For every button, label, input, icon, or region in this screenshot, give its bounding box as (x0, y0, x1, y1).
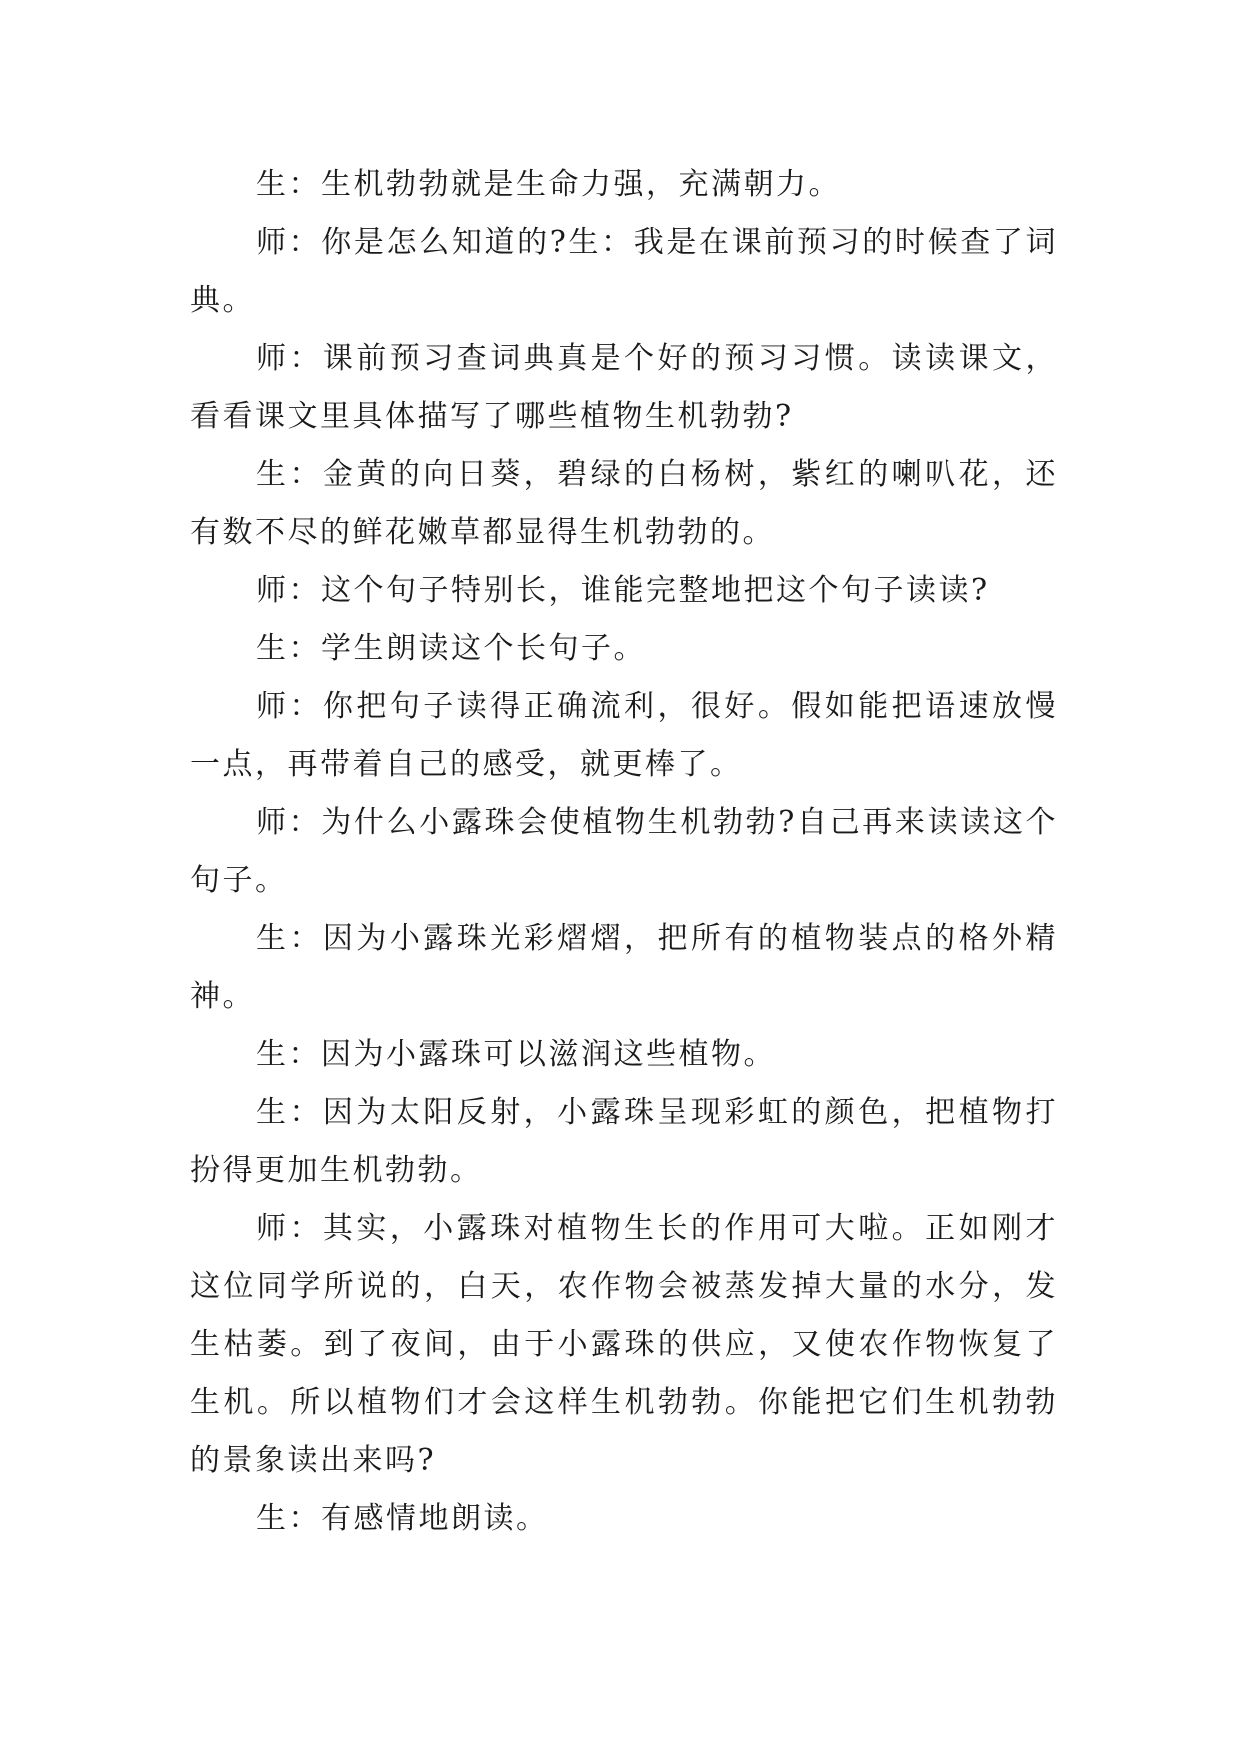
paragraph: 生：金黄的向日葵，碧绿的白杨树，紫红的喇叭花，还有数不尽的鲜花嫩草都显得生机勃勃的。 (190, 457, 1058, 550)
paragraph: 生：因为小露珠光彩熠熠，把所有的植物装点的格外精神。 (190, 921, 1058, 1014)
paragraph: 师：为什么小露珠会使植物生机勃勃?自己再来读读这个句子。 (190, 805, 1058, 898)
paragraph: 生：有感情地朗读。 (256, 1501, 549, 1536)
paragraph: 生：因为小露珠可以滋润这些植物。 (256, 1037, 776, 1072)
paragraph: 师：这个句子特别长，谁能完整地把这个句子读读? (256, 573, 990, 608)
paragraph: 师：其实，小露珠对植物生长的作用可大啦。正如刚才这位同学所说的，白天，农作物会被蒸发掉大量的水分，发生枯萎。到了夜间，由于小露珠的供应，又使农作物恢复了生机。所以植物们才会这样生机勃勃。你能把它们生机勃勃的景象读出来吗? (190, 1211, 1058, 1478)
paragraph: 生：生机勃勃就是生命力强，充满朝力。 (256, 167, 841, 202)
paragraph: 师：你把句子读得正确流利，很好。假如能把语速放慢一点，再带着自己的感受，就更棒了。 (190, 689, 1058, 782)
paragraph: 生：因为太阳反射，小露珠呈现彩虹的颜色，把植物打扮得更加生机勃勃。 (190, 1095, 1058, 1188)
document-body (190, 156, 1058, 1548)
paragraph: 师：课前预习查词典真是个好的预习习惯。读读课文，看看课文里具体描写了哪些植物生机勃勃? (190, 341, 1058, 434)
paragraph: 师：你是怎么知道的?生：我是在课前预习的时候查了词典。 (190, 225, 1058, 318)
paragraph: 生：学生朗读这个长句子。 (256, 631, 646, 666)
